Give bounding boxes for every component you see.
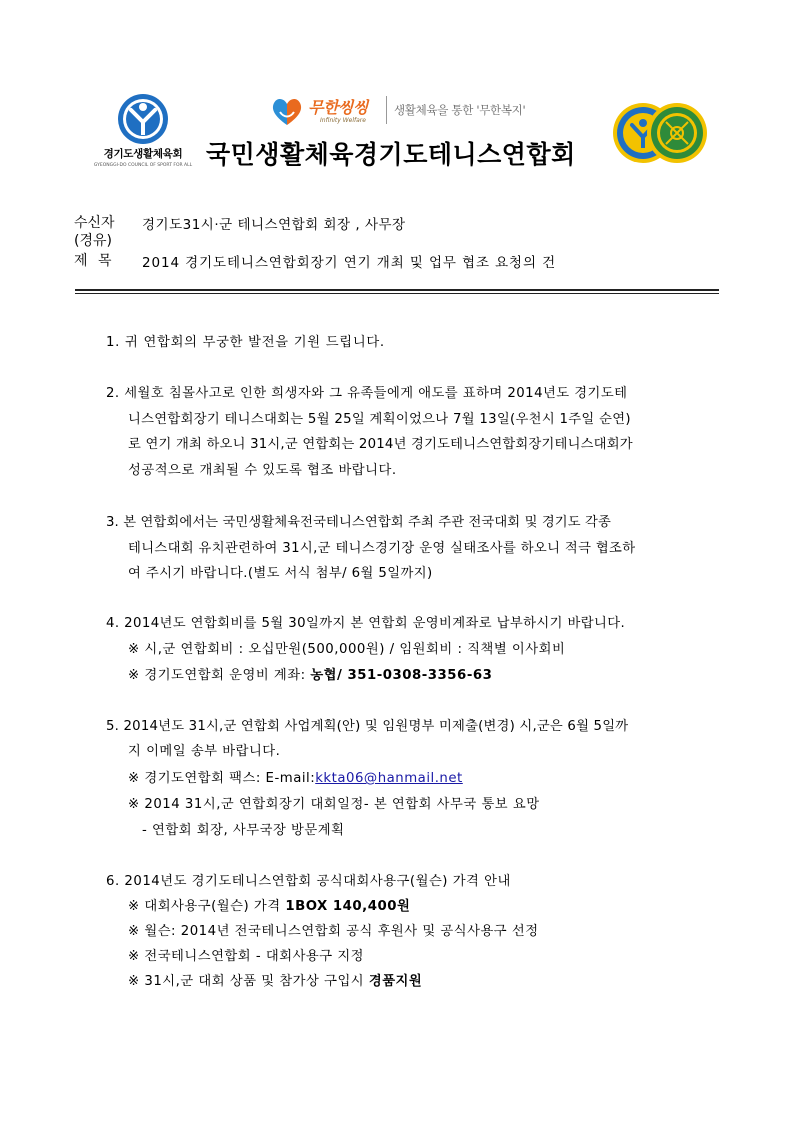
email-link[interactable]: kkta06@hanmail.net [315, 771, 463, 786]
item-3-line-2: 테니스대회 유치관련하여 31시,군 테니스경기장 운영 실태조사를 하오니 적극 협조하 [128, 541, 636, 556]
item-3-line-1: 3. 본 연합회에서는 국민생활체육전국테니스연합회 주최 주관 전국대회 및 경기도 각종 [106, 515, 611, 530]
item-2-line-4: 성공적으로 개최될 수 있도록 협조 바랍니다. [128, 463, 397, 478]
slogan: 생활체육을 통한 '무한복지' [394, 103, 526, 117]
infinity-welfare-logo [270, 92, 550, 132]
header-rule [75, 289, 719, 291]
item-6-line-1: 6. 2014년도 경기도테니스연합회 공식대회사용구(월슨) 가격 안내 [106, 874, 511, 889]
item-3-line-3: 여 주시기 바랍니다.(별도 서식 첨부/ 6월 5일까지) [128, 566, 433, 581]
brand-subtitle: Infinity Welfare [320, 117, 366, 124]
item-5-note-1 [128, 767, 463, 786]
ball-price: 1BOX 140,400원 [285, 899, 411, 914]
subject-label: 제 목 [74, 253, 115, 269]
item-5-note-2: ※ 2014 31시,군 연합회장기 대회일정- 본 연합회 사무국 통보 요망 [128, 797, 540, 812]
prize-label: ※ 31시,군 대회 상품 및 참가상 구입시 [128, 974, 369, 989]
item-5-line-2: 지 이메일 송부 바랍니다. [128, 744, 281, 759]
bank-account: 농협/ 351-0308-3356-63 [310, 668, 493, 683]
ball-price-label: ※ 대회사용구(월슨) 가격 [128, 899, 286, 914]
heart-icon [270, 94, 304, 128]
item-5-line-1: 5. 2014년도 31시,군 연합회 사업계획(안) 및 임원명부 미제출(변경) 시,군은 6월 5일까 [106, 719, 629, 734]
logo-divider [386, 96, 387, 124]
fax-email-label: ※ 경기도연합회 팩스: E-mail: [128, 771, 316, 786]
prize-support: 경품지원 [368, 974, 423, 989]
item-4-note-2 [128, 664, 492, 683]
recipient-label: 수신자 [74, 215, 115, 231]
item-2-line-1: 2. 세월호 침몰사고로 인한 희생자와 그 유족들에게 애도를 표하며 2014년도 경기도테 [106, 386, 628, 401]
left-logo-subcaption: GYEONGGI-DO COUNCIL OF SPORT FOR ALL [93, 163, 193, 168]
tennis-association-logo [612, 97, 708, 169]
item-6-note-2: ※ 월슨: 2014년 전국테니스연합회 공식 후원사 및 공식사용구 선정 [128, 924, 539, 939]
left-logo-caption: 경기도생활체육회 [103, 148, 183, 160]
item-2-line-3: 로 연기 개최 하오니 31시,군 연합회는 2014년 경기도테니스연합회장기테니스대회가 [128, 437, 633, 452]
recipient: 경기도31시·군 테니스연합회 회장 , 사무장 [142, 217, 406, 233]
item-5-note-3: - 연합회 회장, 사무국장 방문계획 [142, 823, 345, 838]
item-2-line-2: 니스연합회장기 테니스대회는 5월 25일 계획이었으나 7월 13일(우천시 1주일 순연) [128, 412, 631, 427]
via-label: (경유) [74, 233, 112, 249]
item-6-note-4 [128, 970, 422, 989]
item-4-line-1: 4. 2014년도 연합회비를 5월 30일까지 본 연합회 운영비계좌로 납부하시기 바랍니다. [106, 616, 626, 631]
header-rule-thin [75, 293, 719, 294]
item-1: 1. 귀 연합회의 무궁한 발전을 기원 드립니다. [106, 335, 385, 350]
organization-title: 국민생활체육경기도테니스연합회 [206, 140, 576, 169]
item-4-note-1: ※ 시,군 연합회비 : 오십만원(500,000원) / 임원회비 : 직책별 이사회비 [128, 642, 566, 657]
sports-council-emblem-icon [114, 92, 172, 146]
brand-name: 무한씽씽 [308, 98, 368, 117]
subject: 2014 경기도테니스연합회장기 연기 개최 및 업무 협조 요청의 건 [142, 255, 557, 271]
item-6-note-1 [128, 895, 410, 914]
sports-council-logo [88, 92, 198, 176]
item-6-note-3: ※ 전국테니스연합회 - 대회사용구 지정 [128, 949, 365, 964]
tennis-association-emblem-icon [612, 97, 708, 169]
account-label: ※ 경기도연합회 운영비 계좌: [128, 668, 311, 683]
